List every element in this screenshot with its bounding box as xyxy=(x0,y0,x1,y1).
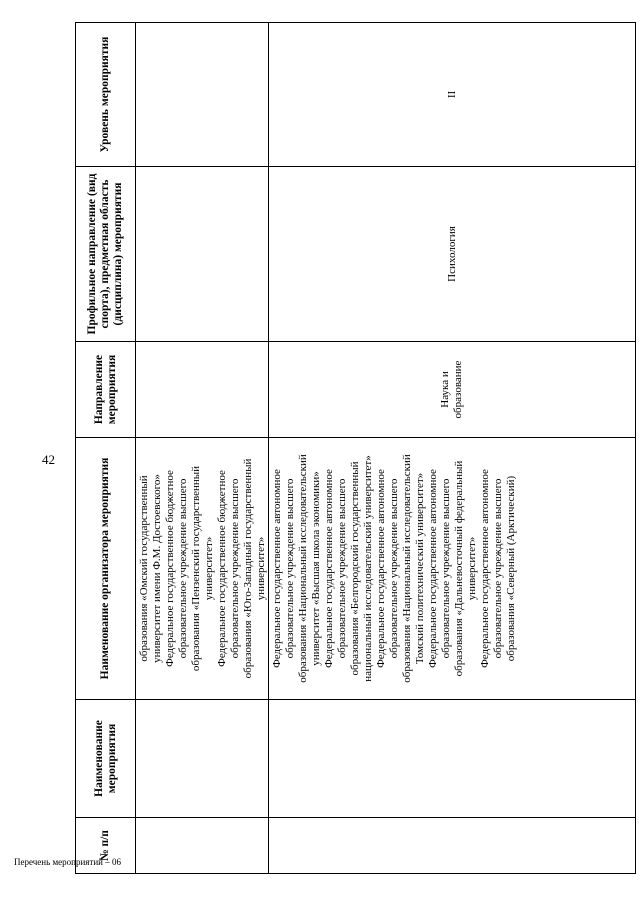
organizer-line: Федеральное государственное автономное xyxy=(323,469,335,668)
organizer-line: образовательное учреждение высшего xyxy=(440,478,452,659)
cell-event-name xyxy=(269,700,636,818)
organizer-line: образования «Омский государственный xyxy=(138,475,150,662)
header-event-name: Наименование мероприятия xyxy=(76,700,136,818)
organizer-line: университет «Высшая школа экономики» xyxy=(310,471,322,666)
organizer-line: образования «Белгородский государственный xyxy=(349,461,361,676)
organizer-line: университет» xyxy=(466,536,478,601)
header-organizer: Наименование организатора мероприятия xyxy=(76,438,136,700)
header-direction: Направление мероприятия xyxy=(76,342,136,438)
cell-organizer xyxy=(269,438,636,700)
table-header-row xyxy=(76,23,136,874)
organizer-line: образования «Пензенский государственный xyxy=(190,465,202,672)
organizer-line: образовательное учреждение высшего xyxy=(229,478,241,659)
cell-direction: Наука и образование xyxy=(269,342,636,438)
cell-level xyxy=(136,23,269,167)
organizer-line: Федеральное государственное автономное xyxy=(375,469,387,668)
organizer-line: образования «Дальневосточный федеральный xyxy=(453,460,465,677)
organizer-line: университет имени Ф.М. Достоевского» xyxy=(151,474,163,663)
organizer-line: образования «Северный (Арктический) xyxy=(505,475,517,662)
organizer-line: Федеральное государственное автономное xyxy=(479,469,491,668)
cell-event-name xyxy=(136,700,269,818)
organizer-line: образовательное учреждение высшего xyxy=(284,478,296,659)
organizer-line: образования «Национальный исследовательский xyxy=(297,454,309,683)
cell-level: II xyxy=(269,23,636,167)
organizer-line: Федеральное государственное бюджетное xyxy=(164,470,176,667)
table-row xyxy=(269,23,636,874)
cell-profile: Психология xyxy=(269,167,636,342)
footer-note: Перечень мероприятий – 06 xyxy=(14,857,121,867)
organizer-line: образовательное учреждение высшего xyxy=(492,478,504,659)
header-profile: Профильное направление (вид спорта), предметная область (дисциплина) мероприятия xyxy=(76,167,136,342)
page-number: 42 xyxy=(42,452,55,467)
cell-num xyxy=(136,818,269,874)
events-table xyxy=(75,22,636,874)
organizer-line: образования «Юго-Западный государственный xyxy=(242,458,254,679)
organizer-line: Томский политехнический университет» xyxy=(414,472,426,665)
organizer-line: Федеральное государственное автономное xyxy=(271,469,283,668)
cell-direction xyxy=(136,342,269,438)
cell-num xyxy=(269,818,636,874)
organizer-line: Федеральное государственное бюджетное xyxy=(216,470,228,667)
cell-profile xyxy=(136,167,269,342)
organizer-line: национальный исследовательский университет» xyxy=(362,455,374,682)
organizer-line: Федеральное государственное автономное xyxy=(427,469,439,668)
organizer-line: университет» xyxy=(203,536,215,601)
organizer-line: образовательное учреждение высшего xyxy=(177,478,189,659)
organizer-line: университет» xyxy=(255,536,267,601)
cell-organizer xyxy=(136,438,269,700)
header-num: № п/п xyxy=(76,818,136,874)
events-table-frame xyxy=(75,23,599,874)
organizer-line: образовательное учреждение высшего xyxy=(388,478,400,659)
organizer-line: образовательное учреждение высшего xyxy=(336,478,348,659)
header-level: Уровень мероприятия xyxy=(76,23,136,167)
organizer-line: образования «Национальный исследовательский xyxy=(401,454,413,683)
rotated-table xyxy=(75,23,599,874)
table-row xyxy=(136,23,269,874)
